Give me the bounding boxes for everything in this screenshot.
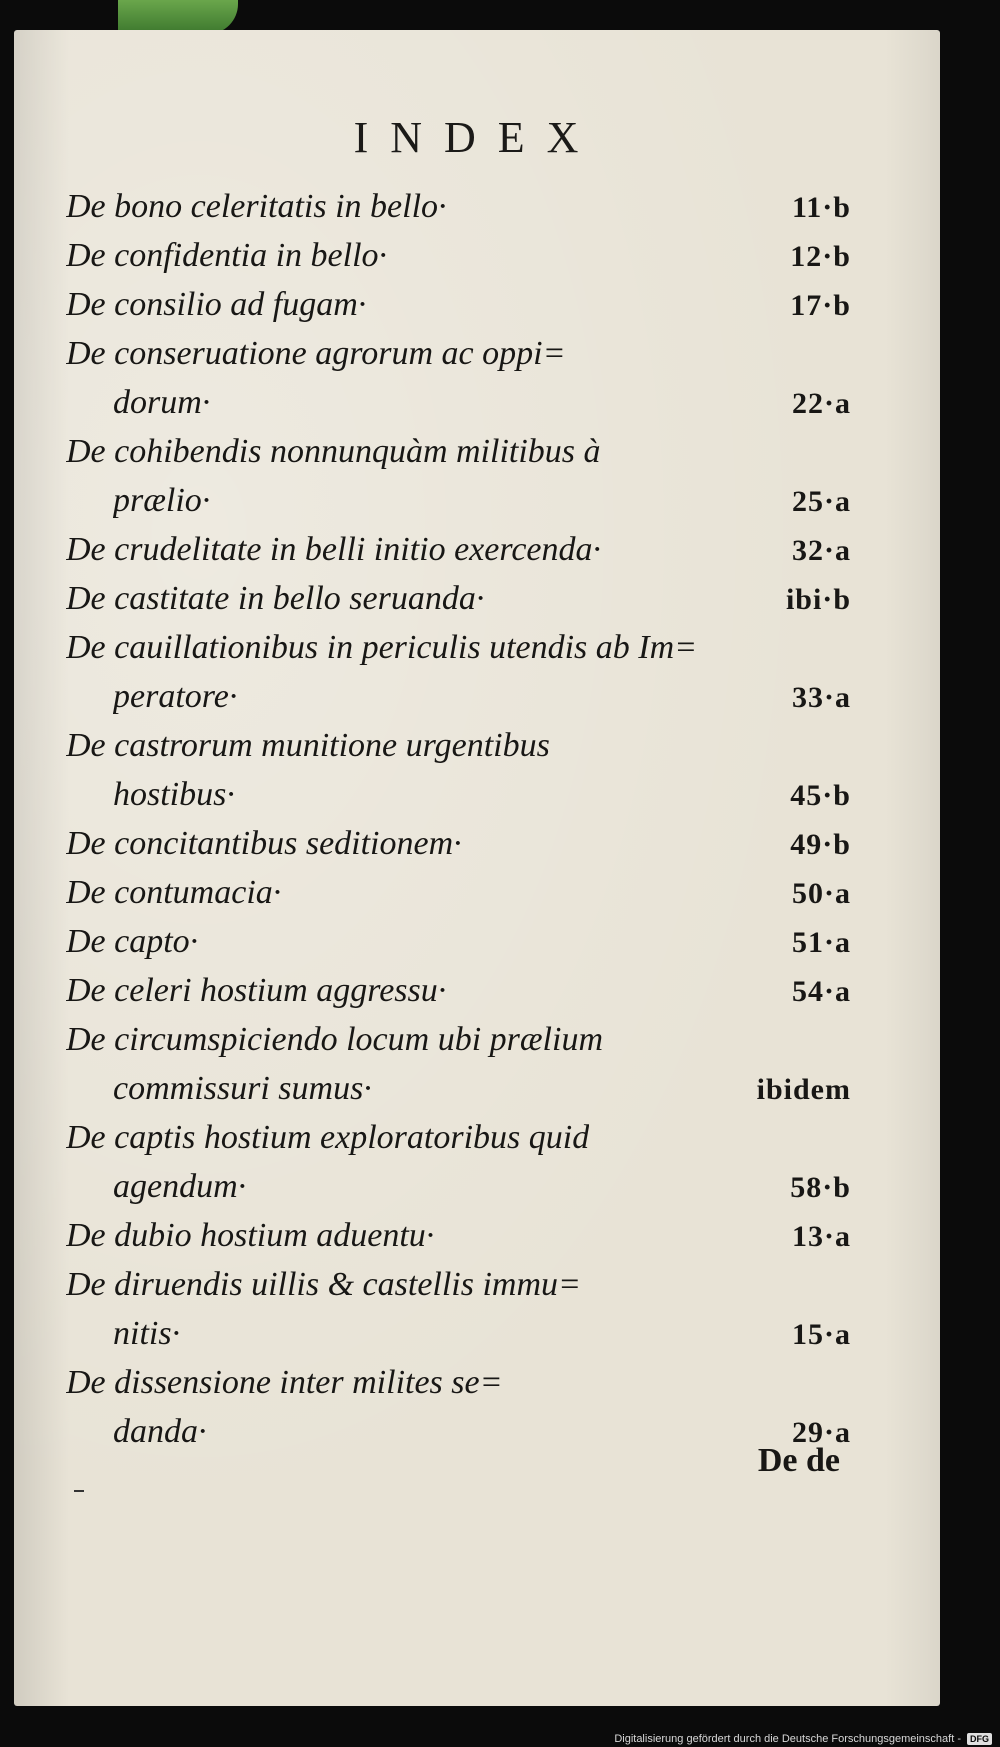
entry-line [66,874,851,923]
index-entry [66,531,851,580]
index-entry [66,825,851,874]
index-entry [66,1119,851,1217]
entry-text: hostibus· [113,776,235,813]
entry-text: commissuri sumus· [113,1070,372,1107]
entry-text: De bono celeritatis in bello· [66,188,447,225]
book-page [14,30,940,1706]
entry-page-ref: 54·a [791,975,851,1008]
dfg-logo: DFG [967,1733,992,1745]
entry-line [66,727,851,776]
entry-text: De cohibendis nonnunquàm militibus à [66,433,601,470]
entry-text: De crudelitate in belli initio exercenda· [66,531,602,568]
entry-line [66,1364,851,1413]
index-entry [66,727,851,825]
entry-page-ref: 11·b [791,191,851,224]
entry-page-ref: 25·a [791,485,851,518]
entry-page-ref: ibidem [756,1073,851,1106]
entry-page-ref: 45·b [790,779,851,812]
entry-text: De consilio ad fugam· [66,286,367,323]
entry-text: De diruendis uillis & castellis immu= [66,1266,581,1303]
index-entry [66,874,851,923]
entry-text: dorum· [113,384,211,421]
index-entry [66,286,851,335]
entry-line [66,237,851,286]
catchword: De de [757,1442,840,1479]
entry-text: danda· [113,1413,207,1450]
index-entry [66,433,851,531]
index-entry [66,1364,851,1462]
entry-page-ref: 50·a [791,877,851,910]
entry-line [66,1217,851,1266]
entry-text: De circumspiciendo locum ubi prælium [66,1021,603,1058]
entry-line [66,335,851,384]
entry-text: De captis hostium exploratoribus quid [66,1119,590,1156]
index-entry [66,1217,851,1266]
index-entry [66,188,851,237]
entry-page-ref: ibi·b [785,583,851,616]
index-entry [66,629,851,727]
entry-line [66,1266,851,1315]
ink-mark [74,1490,84,1492]
entry-page-ref: 51·a [791,926,851,959]
entry-page-ref: 17·b [790,289,851,322]
entry-continuation-line [66,1413,851,1462]
entry-page-ref: 15·a [791,1318,851,1351]
entry-line [66,1021,851,1070]
entry-page-ref: 13·a [791,1220,851,1253]
entry-text: peratore· [113,678,238,715]
entry-continuation-line [66,678,851,727]
entry-line [66,580,851,629]
entry-continuation-line [66,1070,851,1119]
entry-line [66,531,851,580]
bookmark-ribbon [118,0,238,34]
entry-continuation-line [66,384,851,433]
entry-line [66,188,851,237]
entry-text: De contumacia· [66,874,282,911]
entry-line [66,286,851,335]
digitization-footer [614,1733,992,1745]
footer-text: Digitalisierung gefördert durch die Deutsche Forschungsgemeinschaft - [614,1733,961,1745]
entry-text: De castrorum munitione urgentibus [66,727,550,764]
entry-text: De cauillationibus in periculis utendis ab Im= [66,629,698,666]
entry-text: prælio· [113,482,211,519]
entry-page-ref: 22·a [791,387,851,420]
page-title: INDEX [353,113,601,162]
entry-line [66,629,851,678]
entry-line [66,1119,851,1168]
entry-continuation-line [66,482,851,531]
entry-text: De confidentia in bello· [66,237,388,274]
entry-continuation-line [66,1168,851,1217]
entry-continuation-line [66,1315,851,1364]
entry-text: nitis· [113,1315,181,1352]
entry-text: De celeri hostium aggressu· [66,972,447,1009]
index-entry [66,972,851,1021]
index-entry [66,1021,851,1119]
index-entries [66,188,851,1462]
entry-page-ref: 33·a [791,681,851,714]
index-entry [66,580,851,629]
entry-line [66,923,851,972]
entry-text: De conseruatione agrorum ac oppi= [66,335,566,372]
index-entry [66,237,851,286]
entry-line [66,972,851,1021]
entry-page-ref: 49·b [790,828,851,861]
entry-page-ref: 29·a [791,1416,851,1449]
entry-text: De castitate in bello seruanda· [66,580,485,617]
index-entry [66,923,851,972]
entry-text: De dissensione inter milites se= [66,1364,503,1401]
entry-text: agendum· [113,1168,247,1205]
entry-text: De capto· [66,923,199,960]
entry-text: De concitantibus seditionem· [66,825,462,862]
index-entry [66,1266,851,1364]
entry-page-ref: 32·a [791,534,851,567]
entry-page-ref: 12·b [790,240,851,273]
entry-text: De dubio hostium aduentu· [66,1217,435,1254]
index-entry [66,335,851,433]
entry-continuation-line [66,776,851,825]
entry-line [66,825,851,874]
entry-page-ref: 58·b [790,1171,851,1204]
entry-line [66,433,851,482]
